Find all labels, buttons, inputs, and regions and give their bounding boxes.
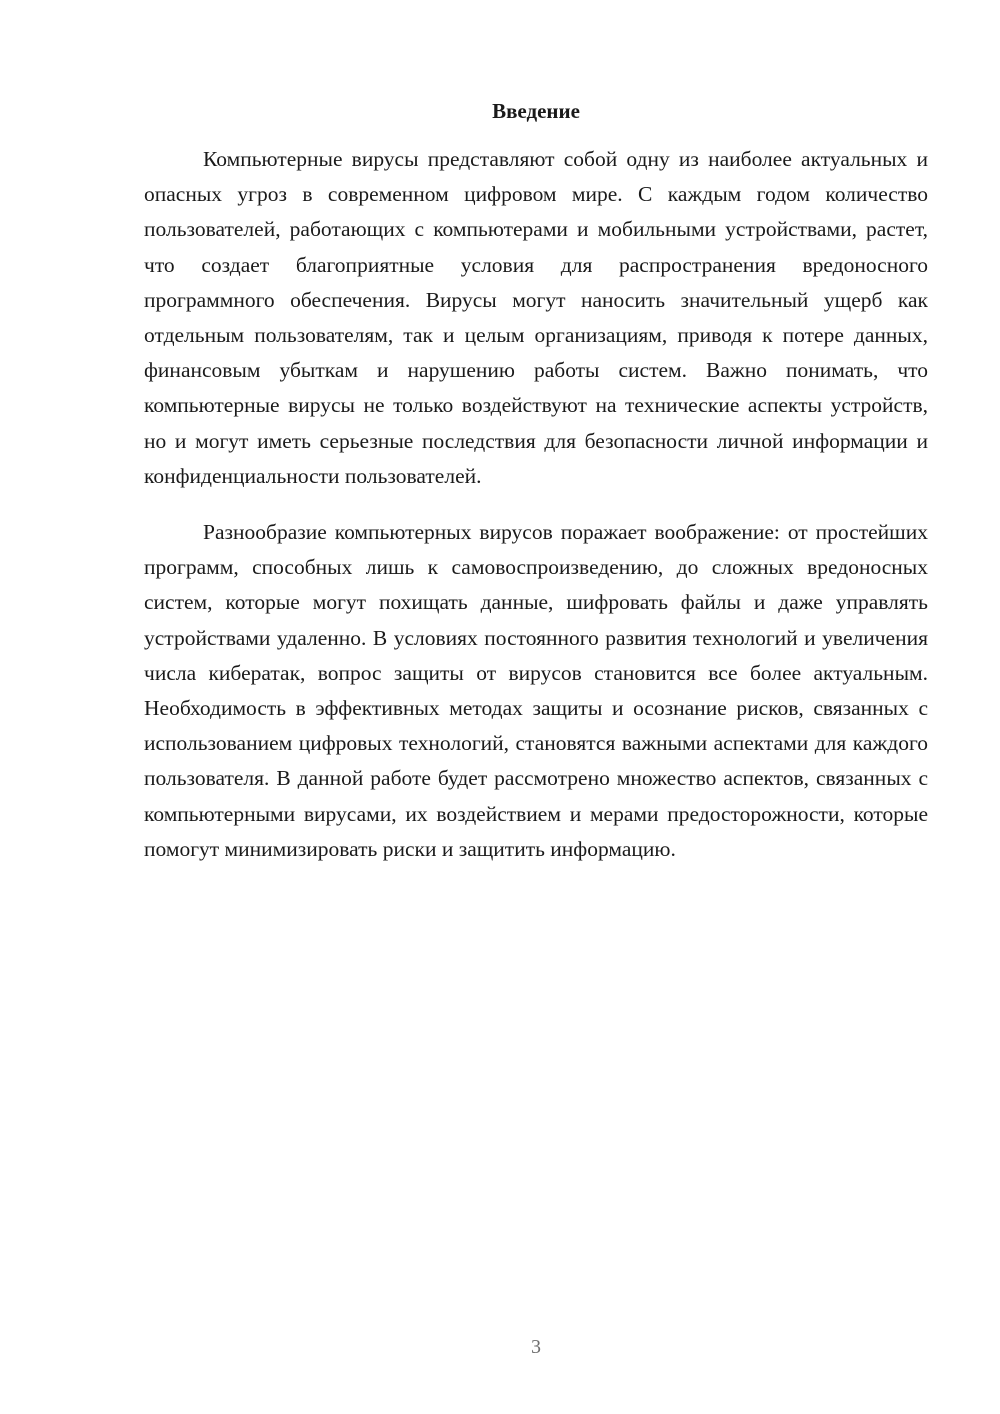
paragraph-2: Разнообразие компьютерных вирусов поражает воображение: от простейших программ, способных лишь к самовоспроизведению, до сложных вредоносных систем, которые могут похищать данные, шифровать файлы и даже управлять устройствами удаленно. В условиях постоянного развития технологий и увеличения числа кибератак, вопрос защиты от вирусов становится все более актуальным. Необходимость в эффективных методах защиты и осознание рисков, связанных с использованием цифровых технологий, становятся важными аспектами для каждого пользователя. В данной работе будет рассмотрено множество аспектов, связанных с компьютерными вирусами, их воздействием и мерами предосторожности, которые помогут минимизировать риски и защитить информацию. xyxy=(144,520,928,861)
paragraph-1: Компьютерные вирусы представляют собой одну из наиболее актуальных и опасных угроз в современном цифровом мире. С каждым годом количество пользователей, работающих с компьютерами и мобильными устройствами, растет, что создает благоприятные условия для распространения вредоносного программного обеспечения. Вирусы могут наносить значительный ущерб как отдельным пользователям, так и целым организациям, приводя к потере данных, финансовым убыткам и нарушению работы систем. Важно понимать, что компьютерные вирусы не только воздействуют на технические аспекты устройств, но и могут иметь серьезные последствия для безопасности личной информации и конфиденциальности пользователей. xyxy=(144,147,928,488)
section-heading: Введение xyxy=(492,99,580,123)
body-text xyxy=(144,142,928,867)
page-number: 3 xyxy=(531,1336,541,1358)
